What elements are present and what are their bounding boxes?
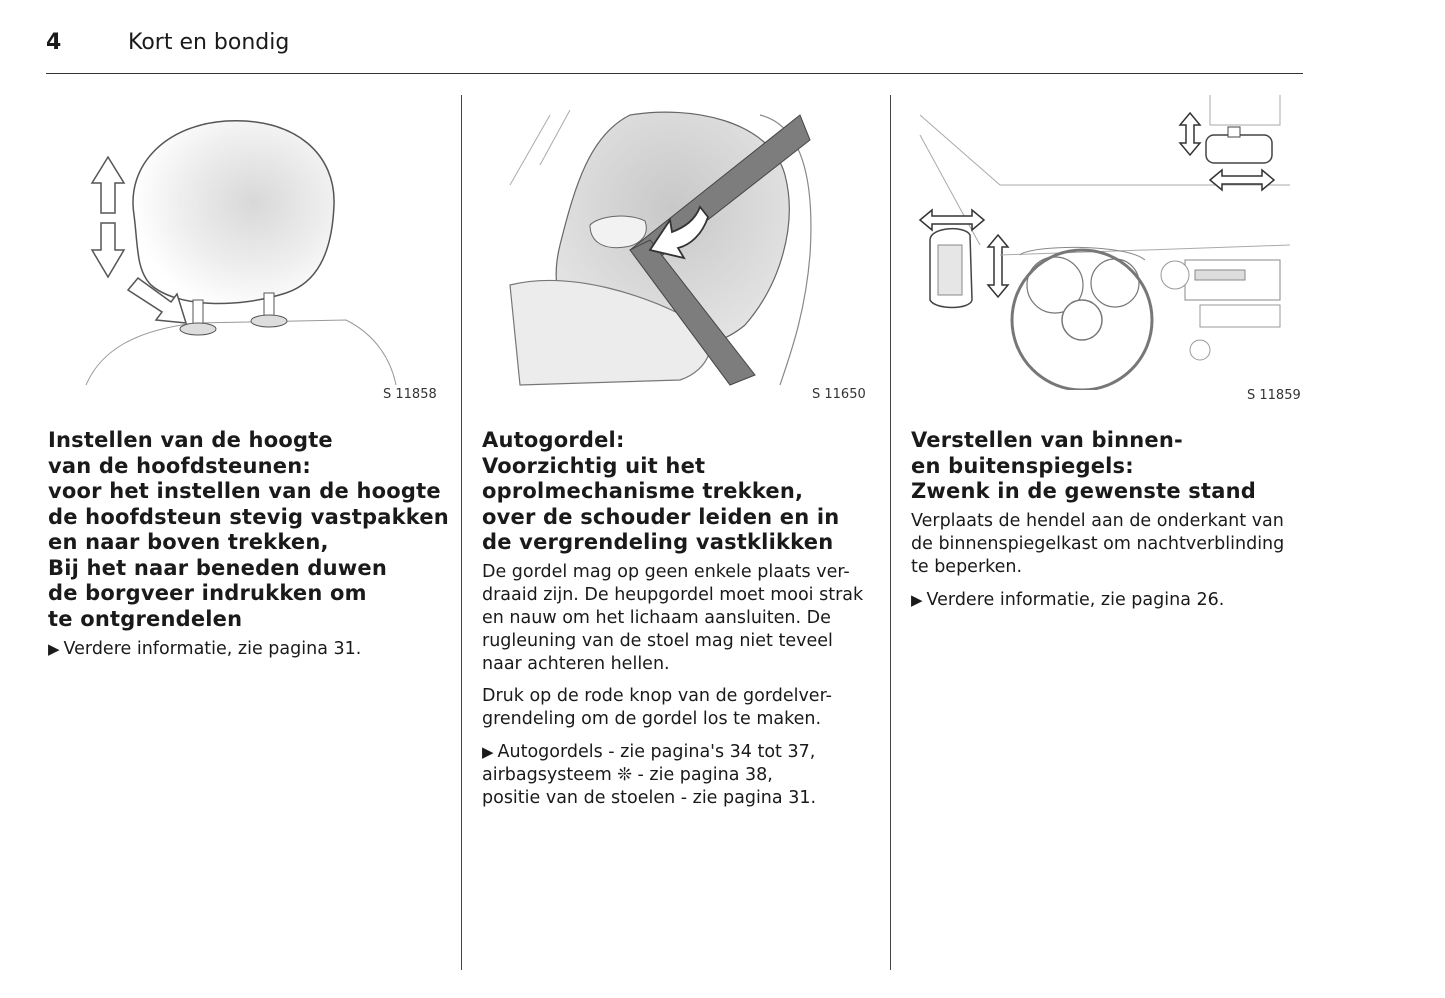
page-reference: ▶ Autogordels - zie pagina's 34 tot 37, airbagsysteem ❊ - zie pagina 38, positie van de stoelen - zie pagina 31. xyxy=(482,741,817,808)
seatbelt-illustration xyxy=(480,95,875,390)
seatbelt-section xyxy=(482,428,882,810)
figure-code: S 11859 xyxy=(1247,388,1301,403)
body-paragraph: Druk op de rode knop van de gordelver- grendeling om de gordel los te maken. xyxy=(482,685,832,729)
body-paragraph: De gordel mag op geen enkele plaats ver- draaid zijn. De heupgordel moet mooi strak en nauw om het lichaam aansluiten. De rugleuning van de stoel mag niet teveel naar achteren hellen. xyxy=(482,561,864,674)
figure-code: S 11650 xyxy=(812,387,866,402)
mirrors-section xyxy=(911,428,1311,612)
figure-code: S 11858 xyxy=(383,387,437,402)
section-heading: Autogordel: Voorzichtig uit het oprolmechanisme trekken, over de schouder leiden en in de vergrendeling vastklikken xyxy=(482,428,840,554)
mirrors-illustration xyxy=(910,95,1305,390)
body-paragraph: Verplaats de hendel aan de onderkant van de binnenspiegelkast om nachtverblinding te beperken. xyxy=(911,510,1285,577)
page-reference: ▶ Verdere informatie, zie pagina 31. xyxy=(48,639,362,659)
column-divider-2 xyxy=(890,95,891,970)
column-divider-1 xyxy=(461,95,462,970)
triangle-bullet-icon: ▶ xyxy=(482,742,494,761)
page-reference: ▶ Verdere informatie, zie pagina 26. xyxy=(911,589,1225,610)
page-title: Kort en bondig xyxy=(128,30,290,55)
section-heading: Verstellen van binnen- en buitenspiegels: Zwenk in de gewenste stand xyxy=(911,428,1256,503)
triangle-bullet-icon: ▶ xyxy=(911,590,923,609)
headrest-illustration xyxy=(46,95,446,390)
section-heading: Instellen van de hoogte van de hoofdsteunen: voor het instellen van de hoogte de hoofdsteun stevig vastpakken en naar boven trekken, Bij het naar beneden duwen de borgveer indrukken om te ontgrendelen xyxy=(48,428,449,631)
page-number: 4 xyxy=(46,30,62,55)
triangle-bullet-icon: ▶ xyxy=(48,640,60,658)
header-rule xyxy=(46,73,1303,74)
headrest-section xyxy=(48,428,453,661)
